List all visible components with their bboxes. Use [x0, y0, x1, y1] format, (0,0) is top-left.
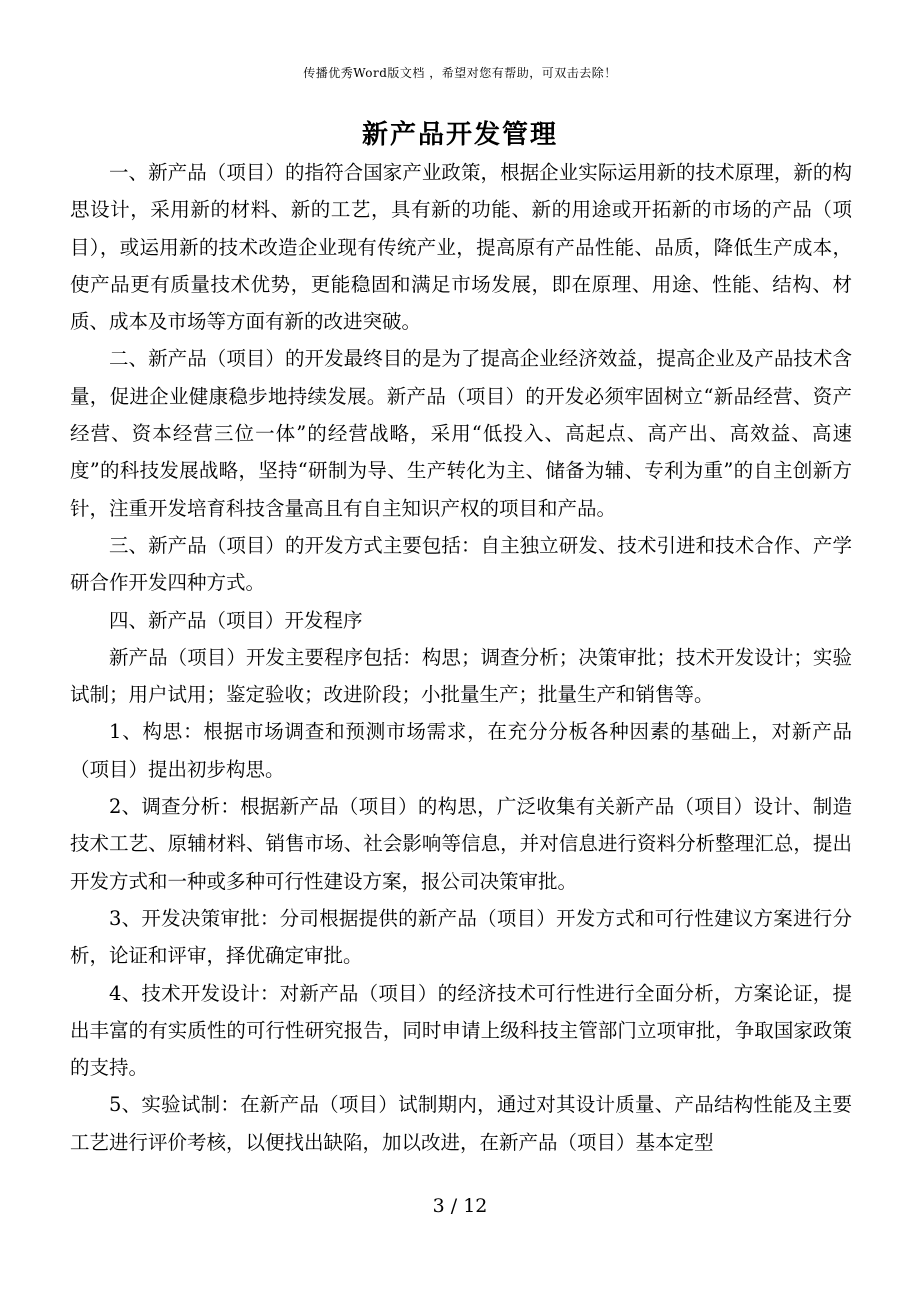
paragraph-7: 2、调查分析：根据新产品（项目）的构思，广泛收集有关新产品（项目）设计、制造技术工艺、原辅材料、销售市场、社会影响等信息，并对信息进行资料分析整理汇总，提出开发方式和一种或多种可行性建设方案，报公司决策审批。 — [70, 795, 852, 893]
header-note: 传播优秀Word版文档 ，希望对您有帮助，可双击去除！ — [303, 66, 617, 80]
document-body — [70, 154, 852, 1161]
paragraph-4: 四、新产品（项目）开发程序 — [109, 608, 363, 632]
paragraph-2: 二、新产品（项目）的开发最终目的是为了提高企业经济效益，提高企业及产品技术含量，促进企业健康稳步地持续发展。新产品（项目）的开发必须牢固树立“新品经营、资产经营、资本经营三位一体”的经营战略，采用“低投入、高起点、高产出、高效益、高速度”的科技发展战略，坚持“研制为导、生产转化为主、储备为辅、专利为重”的自主创新方针，注重开发培育科技含量高且有自主知识产权的项目和产品。 — [70, 347, 852, 520]
page-title: 新产品开发管理 — [361, 120, 558, 150]
paragraph-10: 5、实验试制：在新产品（项目）试制期内，通过对其设计质量、产品结构性能及主要工艺进行评价考核，以便找出缺陷，加以改进，在新产品（项目）基本定型 — [70, 1093, 852, 1154]
paragraph-1: 一、新产品（项目）的指符合国家产业政策，根据企业实际运用新的技术原理，新的构思设计，采用新的材料、新的工艺，具有新的功能、新的用途或开拓新的市场的产品（项目），或运用新的技术改造企业现有传统产业，提高原有产品性能、品质，降低生产成本，使产品更有质量技术优势，更能稳固和满足市场发展，即在原理、用途、性能、结构、材质、成本及市场等方面有新的改进突破。 — [70, 161, 852, 334]
paragraph-9: 4、技术开发设计：对新产品（项目）的经济技术可行性进行全面分析，方案论证，提出丰富的有实质性的可行性研究报告，同时申请上级科技主管部门立项审批，争取国家政策的支持。 — [70, 981, 852, 1080]
page-number: 3 / 12 — [432, 1195, 488, 1217]
paragraph-8: 3、开发决策审批：分司根据提供的新产品（项目）开发方式和可行性建议方案进行分析，论证和评审，择优确定审批。 — [70, 906, 852, 968]
paragraph-3: 三、新产品（项目）的开发方式主要包括：自主独立研发、技术引进和技术合作、产学研合作开发四种方式。 — [70, 533, 852, 595]
paragraph-5: 新产品（项目）开发主要程序包括：构思；调查分析；决策审批；技术开发设计；实验试制；用户试用；鉴定验收；改进阶段；小批量生产；批量生产和销售等。 — [70, 645, 852, 707]
paragraph-6: 1、构思：根据市场调查和预测市场需求，在充分分板各种因素的基础上，对新产品（项目）提出初步构思。 — [70, 720, 852, 781]
